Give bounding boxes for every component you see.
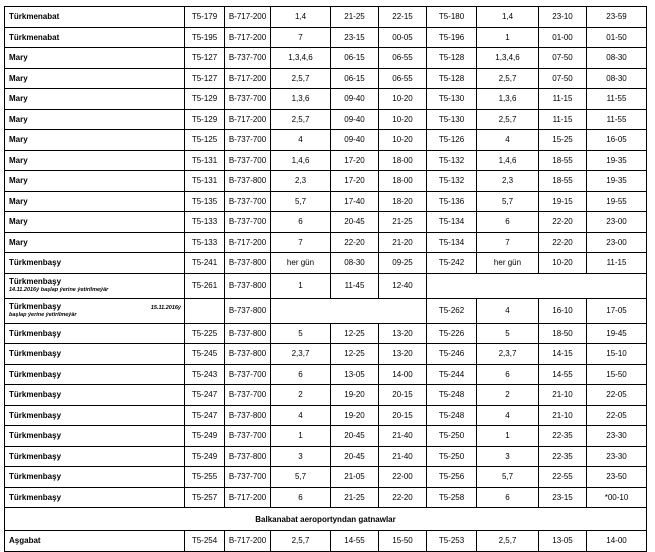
cancellation-note: 14.11.2016ý başlap ýerine ýetirilmeýär — [9, 287, 109, 293]
table-row — [5, 212, 647, 233]
city-name: Mary — [5, 130, 185, 151]
aircraft-type: B-717-200 — [225, 531, 271, 552]
return-departure-time: 11-15 — [539, 89, 587, 110]
return-departure-time: 18-50 — [539, 323, 587, 344]
arrival-time: 06-55 — [379, 48, 427, 69]
days-return: 2 — [477, 385, 539, 406]
departure-time: 14-55 — [331, 531, 379, 552]
days-return: 2,5,7 — [477, 531, 539, 552]
flight-number-out: T5-131 — [185, 150, 225, 171]
flight-number-out: T5-127 — [185, 48, 225, 69]
aircraft-type: B-737-700 — [225, 426, 271, 447]
table-row — [5, 27, 647, 48]
days-out: 1,3,6 — [271, 89, 331, 110]
aircraft-type: B-737-700 — [225, 48, 271, 69]
city-name: Türkmenbaşy — [5, 364, 185, 385]
return-arrival-time: 08-30 — [587, 68, 647, 89]
city-name: Türkmenabat — [5, 27, 185, 48]
table-row — [5, 109, 647, 130]
table-row — [5, 7, 647, 28]
flight-number-return: T5-128 — [427, 48, 477, 69]
flight-number-out: T5-127 — [185, 68, 225, 89]
return-departure-time: 11-15 — [539, 109, 587, 130]
days-out: 5,7 — [271, 467, 331, 488]
days-out: 4 — [271, 405, 331, 426]
aircraft-type: B-717-200 — [225, 487, 271, 508]
days-return: 4 — [477, 298, 539, 323]
return-arrival-time: 15-50 — [587, 364, 647, 385]
return-departure-time: 16-10 — [539, 298, 587, 323]
aircraft-type: B-717-200 — [225, 27, 271, 48]
table-row — [5, 531, 647, 552]
return-departure-time: 13-05 — [539, 531, 587, 552]
flight-number-return: T5-242 — [427, 253, 477, 274]
city-name: Mary — [5, 232, 185, 253]
return-departure-time: 18-55 — [539, 150, 587, 171]
arrival-time: 20-15 — [379, 405, 427, 426]
arrival-time: 18-00 — [379, 171, 427, 192]
days-return: 1,4,6 — [477, 150, 539, 171]
flight-number-return: T5-256 — [427, 467, 477, 488]
table-row — [5, 364, 647, 385]
departure-time: 20-45 — [331, 212, 379, 233]
arrival-time: 06-55 — [379, 68, 427, 89]
flight-number-return: T5-132 — [427, 150, 477, 171]
departure-time: 11-45 — [331, 273, 379, 298]
flight-number-out: T5-249 — [185, 446, 225, 467]
days-return: 6 — [477, 487, 539, 508]
city-name: Türkmenbaşy — [5, 405, 185, 426]
aircraft-type: B-717-200 — [225, 232, 271, 253]
city-name: Mary — [5, 171, 185, 192]
table-row — [5, 323, 647, 344]
days-return: 7 — [477, 232, 539, 253]
return-departure-time: 14-15 — [539, 344, 587, 365]
return-departure-time: 22-20 — [539, 232, 587, 253]
aircraft-type: B-717-200 — [225, 7, 271, 28]
cancellation-date: 15.11.2016ý — [150, 305, 181, 311]
flight-number-out: T5-243 — [185, 364, 225, 385]
flight-number-return: T5-130 — [427, 89, 477, 110]
departure-time: 20-45 — [331, 426, 379, 447]
days-return: 1 — [477, 426, 539, 447]
return-arrival-time: 23-30 — [587, 446, 647, 467]
table-row — [5, 171, 647, 192]
return-departure-time: 01-00 — [539, 27, 587, 48]
return-arrival-time: 23-30 — [587, 426, 647, 447]
return-departure-time: 21-10 — [539, 405, 587, 426]
city-name: Türkmenbaşy — [9, 302, 62, 311]
flight-number-return: T5-250 — [427, 426, 477, 447]
city-name: Türkmenbaşy — [5, 487, 185, 508]
days-return: 2,5,7 — [477, 68, 539, 89]
flight-number-out: T5-257 — [185, 487, 225, 508]
days-out: 2 — [271, 385, 331, 406]
return-departure-time: 07-50 — [539, 48, 587, 69]
return-arrival-time: 15-10 — [587, 344, 647, 365]
days-out: 6 — [271, 487, 331, 508]
city-name: Türkmenbaşy — [5, 446, 185, 467]
days-out: 3 — [271, 446, 331, 467]
return-departure-time: 10-20 — [539, 253, 587, 274]
return-departure-time: 23-15 — [539, 487, 587, 508]
arrival-time: 10-20 — [379, 109, 427, 130]
section-header-row — [5, 508, 647, 531]
table-row — [5, 405, 647, 426]
city-cell — [5, 298, 185, 323]
aircraft-type: B-737-700 — [225, 130, 271, 151]
arrival-time: 22-15 — [379, 7, 427, 28]
flight-number-out: T5-247 — [185, 405, 225, 426]
aircraft-type: B-737-700 — [225, 364, 271, 385]
departure-time: 06-15 — [331, 48, 379, 69]
departure-time: 21-25 — [331, 7, 379, 28]
departure-time: 09-40 — [331, 89, 379, 110]
departure-time: 12-25 — [331, 344, 379, 365]
arrival-time: 00-05 — [379, 27, 427, 48]
aircraft-type: B-737-700 — [225, 89, 271, 110]
empty-return-cell — [427, 273, 647, 298]
days-out: 4 — [271, 130, 331, 151]
return-arrival-time: 23-59 — [587, 7, 647, 28]
departure-time: 20-45 — [331, 446, 379, 467]
city-name: Mary — [5, 191, 185, 212]
flight-number-return: T5-258 — [427, 487, 477, 508]
empty-outbound-cell — [271, 298, 427, 323]
city-name: Mary — [5, 150, 185, 171]
return-arrival-time: 19-55 — [587, 191, 647, 212]
return-arrival-time: 11-55 — [587, 109, 647, 130]
city-name: Mary — [5, 109, 185, 130]
return-arrival-time: 23-00 — [587, 212, 647, 233]
departure-time: 17-20 — [331, 150, 379, 171]
arrival-time: 20-15 — [379, 385, 427, 406]
days-out: 1,4 — [271, 7, 331, 28]
city-cell — [5, 273, 185, 298]
table-row-special-outbound — [5, 273, 647, 298]
days-out: 7 — [271, 232, 331, 253]
table-row — [5, 487, 647, 508]
flight-number-return: T5-180 — [427, 7, 477, 28]
return-arrival-time: 11-15 — [587, 253, 647, 274]
days-return: 3 — [477, 446, 539, 467]
arrival-time: 14-00 — [379, 364, 427, 385]
arrival-time: 12-40 — [379, 273, 427, 298]
return-arrival-time: 22-05 — [587, 385, 647, 406]
flight-number-return: T5-136 — [427, 191, 477, 212]
city-name: Türkmenbaşy — [5, 467, 185, 488]
departure-time: 22-20 — [331, 232, 379, 253]
days-out: her gün — [271, 253, 331, 274]
flight-number-out: T5-261 — [185, 273, 225, 298]
days-return: 2,3 — [477, 171, 539, 192]
table-row — [5, 385, 647, 406]
flight-number-return: T5-244 — [427, 364, 477, 385]
days-out: 2,5,7 — [271, 68, 331, 89]
departure-time: 17-20 — [331, 171, 379, 192]
table-row — [5, 446, 647, 467]
departure-time: 21-25 — [331, 487, 379, 508]
aircraft-type: B-737-700 — [225, 150, 271, 171]
return-departure-time: 22-35 — [539, 426, 587, 447]
return-arrival-time: 19-45 — [587, 323, 647, 344]
flight-number-out: T5-133 — [185, 212, 225, 233]
days-out: 5,7 — [271, 191, 331, 212]
return-arrival-time: 17-05 — [587, 298, 647, 323]
flight-number-return: T5-132 — [427, 171, 477, 192]
aircraft-type: B-737-700 — [225, 385, 271, 406]
arrival-time: 13-20 — [379, 323, 427, 344]
arrival-time: 21-40 — [379, 426, 427, 447]
return-arrival-time: 14-00 — [587, 531, 647, 552]
arrival-time: 21-25 — [379, 212, 427, 233]
arrival-time: 18-00 — [379, 150, 427, 171]
days-out: 6 — [271, 212, 331, 233]
flight-number-out: T5-131 — [185, 171, 225, 192]
aircraft-type: B-737-700 — [225, 191, 271, 212]
days-out: 2,5,7 — [271, 531, 331, 552]
departure-time: 09-40 — [331, 130, 379, 151]
days-return: 1 — [477, 27, 539, 48]
return-departure-time: 23-10 — [539, 7, 587, 28]
days-return: her gün — [477, 253, 539, 274]
schedule-body — [5, 7, 647, 552]
flight-number-out: T5-255 — [185, 467, 225, 488]
days-out: 1,3,4,6 — [271, 48, 331, 69]
arrival-time: 21-20 — [379, 232, 427, 253]
days-return: 6 — [477, 364, 539, 385]
table-row — [5, 253, 647, 274]
flight-number-return: T5-248 — [427, 405, 477, 426]
return-departure-time: 19-15 — [539, 191, 587, 212]
flight-number-return: T5-134 — [427, 212, 477, 233]
days-return: 4 — [477, 405, 539, 426]
city-name: Mary — [5, 48, 185, 69]
table-row — [5, 68, 647, 89]
section-title: Balkanabat aeroportyndan gatnawlar — [5, 508, 647, 531]
departure-time: 09-40 — [331, 109, 379, 130]
days-return: 1,3,4,6 — [477, 48, 539, 69]
aircraft-type: B-737-800 — [225, 253, 271, 274]
arrival-time: 09-25 — [379, 253, 427, 274]
table-row — [5, 191, 647, 212]
departure-time: 08-30 — [331, 253, 379, 274]
aircraft-type: B-737-700 — [225, 212, 271, 233]
flight-number-return: T5-128 — [427, 68, 477, 89]
table-row — [5, 89, 647, 110]
aircraft-type: B-737-800 — [225, 344, 271, 365]
return-departure-time: 18-55 — [539, 171, 587, 192]
days-return: 2,3,7 — [477, 344, 539, 365]
return-arrival-time: 16-05 — [587, 130, 647, 151]
departure-time: 13-05 — [331, 364, 379, 385]
flight-number-out: T5-129 — [185, 89, 225, 110]
flight-number-out: T5-225 — [185, 323, 225, 344]
return-departure-time: 22-20 — [539, 212, 587, 233]
departure-time: 19-20 — [331, 385, 379, 406]
return-departure-time: 07-50 — [539, 68, 587, 89]
aircraft-type: B-717-200 — [225, 109, 271, 130]
aircraft-type: B-737-800 — [225, 405, 271, 426]
table-row — [5, 426, 647, 447]
days-return: 4 — [477, 130, 539, 151]
flight-number-out: T5-179 — [185, 7, 225, 28]
flight-number-out: T5-129 — [185, 109, 225, 130]
days-return: 2,5,7 — [477, 109, 539, 130]
flight-number-return: T5-246 — [427, 344, 477, 365]
table-row-special-return — [5, 298, 647, 323]
return-departure-time: 15-25 — [539, 130, 587, 151]
days-out: 2,5,7 — [271, 109, 331, 130]
city-name: Mary — [5, 68, 185, 89]
flight-number-return: T5-248 — [427, 385, 477, 406]
days-out: 6 — [271, 364, 331, 385]
departure-time: 17-40 — [331, 191, 379, 212]
flight-number-out: T5-125 — [185, 130, 225, 151]
flight-number-out: T5-247 — [185, 385, 225, 406]
flight-number-out: T5-133 — [185, 232, 225, 253]
return-arrival-time: 11-55 — [587, 89, 647, 110]
days-out: 7 — [271, 27, 331, 48]
table-row — [5, 130, 647, 151]
flight-number-out: T5-245 — [185, 344, 225, 365]
table-row — [5, 48, 647, 69]
cancellation-note: başlap ýerine ýetirilmeýär — [9, 312, 77, 318]
return-arrival-time: 19-35 — [587, 150, 647, 171]
return-arrival-time: 19-35 — [587, 171, 647, 192]
empty-flight-cell — [185, 298, 225, 323]
days-out: 1 — [271, 273, 331, 298]
return-arrival-time: 23-00 — [587, 232, 647, 253]
arrival-time: 18-20 — [379, 191, 427, 212]
flight-schedule-table — [4, 6, 647, 552]
city-name: Mary — [5, 89, 185, 110]
flight-number-return: T5-262 — [427, 298, 477, 323]
days-out: 1,4,6 — [271, 150, 331, 171]
flight-number-out: T5-249 — [185, 426, 225, 447]
city-name: Mary — [5, 212, 185, 233]
arrival-time: 21-40 — [379, 446, 427, 467]
aircraft-type: B-737-800 — [225, 446, 271, 467]
table-row — [5, 232, 647, 253]
departure-time: 12-25 — [331, 323, 379, 344]
flight-number-return: T5-126 — [427, 130, 477, 151]
city-name: Türkmenbaşy — [5, 426, 185, 447]
aircraft-type: B-737-700 — [225, 467, 271, 488]
days-return: 1,4 — [477, 7, 539, 28]
days-return: 5,7 — [477, 191, 539, 212]
flight-number-out: T5-241 — [185, 253, 225, 274]
days-return: 1,3,6 — [477, 89, 539, 110]
departure-time: 06-15 — [331, 68, 379, 89]
days-out: 5 — [271, 323, 331, 344]
departure-time: 19-20 — [331, 405, 379, 426]
flight-number-out: T5-254 — [185, 531, 225, 552]
flight-number-return: T5-130 — [427, 109, 477, 130]
return-arrival-time: *00-10 — [587, 487, 647, 508]
days-return: 6 — [477, 212, 539, 233]
arrival-time: 22-20 — [379, 487, 427, 508]
arrival-time: 15-50 — [379, 531, 427, 552]
days-out: 1 — [271, 426, 331, 447]
return-arrival-time: 08-30 — [587, 48, 647, 69]
city-name: Türkmenbaşy — [5, 385, 185, 406]
arrival-time: 13-20 — [379, 344, 427, 365]
table-row — [5, 467, 647, 488]
flight-number-return: T5-134 — [427, 232, 477, 253]
return-departure-time: 14-55 — [539, 364, 587, 385]
departure-time: 23-15 — [331, 27, 379, 48]
table-row — [5, 344, 647, 365]
flight-number-return: T5-253 — [427, 531, 477, 552]
return-departure-time: 21-10 — [539, 385, 587, 406]
aircraft-type: B-737-800 — [225, 323, 271, 344]
aircraft-type: B-717-200 — [225, 68, 271, 89]
flight-number-out: T5-195 — [185, 27, 225, 48]
return-arrival-time: 01-50 — [587, 27, 647, 48]
city-name: Aşgabat — [5, 531, 185, 552]
days-out: 2,3 — [271, 171, 331, 192]
days-return: 5 — [477, 323, 539, 344]
city-name: Türkmenabat — [5, 7, 185, 28]
city-name: Türkmenbaşy — [5, 253, 185, 274]
city-name: Türkmenbaşy — [5, 323, 185, 344]
days-out: 2,3,7 — [271, 344, 331, 365]
city-name: Türkmenbaşy — [9, 277, 62, 286]
arrival-time: 10-20 — [379, 130, 427, 151]
table-row — [5, 150, 647, 171]
flight-number-out: T5-135 — [185, 191, 225, 212]
aircraft-type: B-737-800 — [225, 273, 271, 298]
city-name: Türkmenbaşy — [5, 344, 185, 365]
arrival-time: 22-00 — [379, 467, 427, 488]
departure-time: 21-05 — [331, 467, 379, 488]
days-return: 5,7 — [477, 467, 539, 488]
flight-number-return: T5-250 — [427, 446, 477, 467]
flight-number-return: T5-226 — [427, 323, 477, 344]
return-departure-time: 22-35 — [539, 446, 587, 467]
return-departure-time: 22-55 — [539, 467, 587, 488]
aircraft-type: B-737-800 — [225, 298, 271, 323]
aircraft-type: B-737-800 — [225, 171, 271, 192]
return-arrival-time: 23-50 — [587, 467, 647, 488]
arrival-time: 10-20 — [379, 89, 427, 110]
flight-number-return: T5-196 — [427, 27, 477, 48]
return-arrival-time: 22-05 — [587, 405, 647, 426]
